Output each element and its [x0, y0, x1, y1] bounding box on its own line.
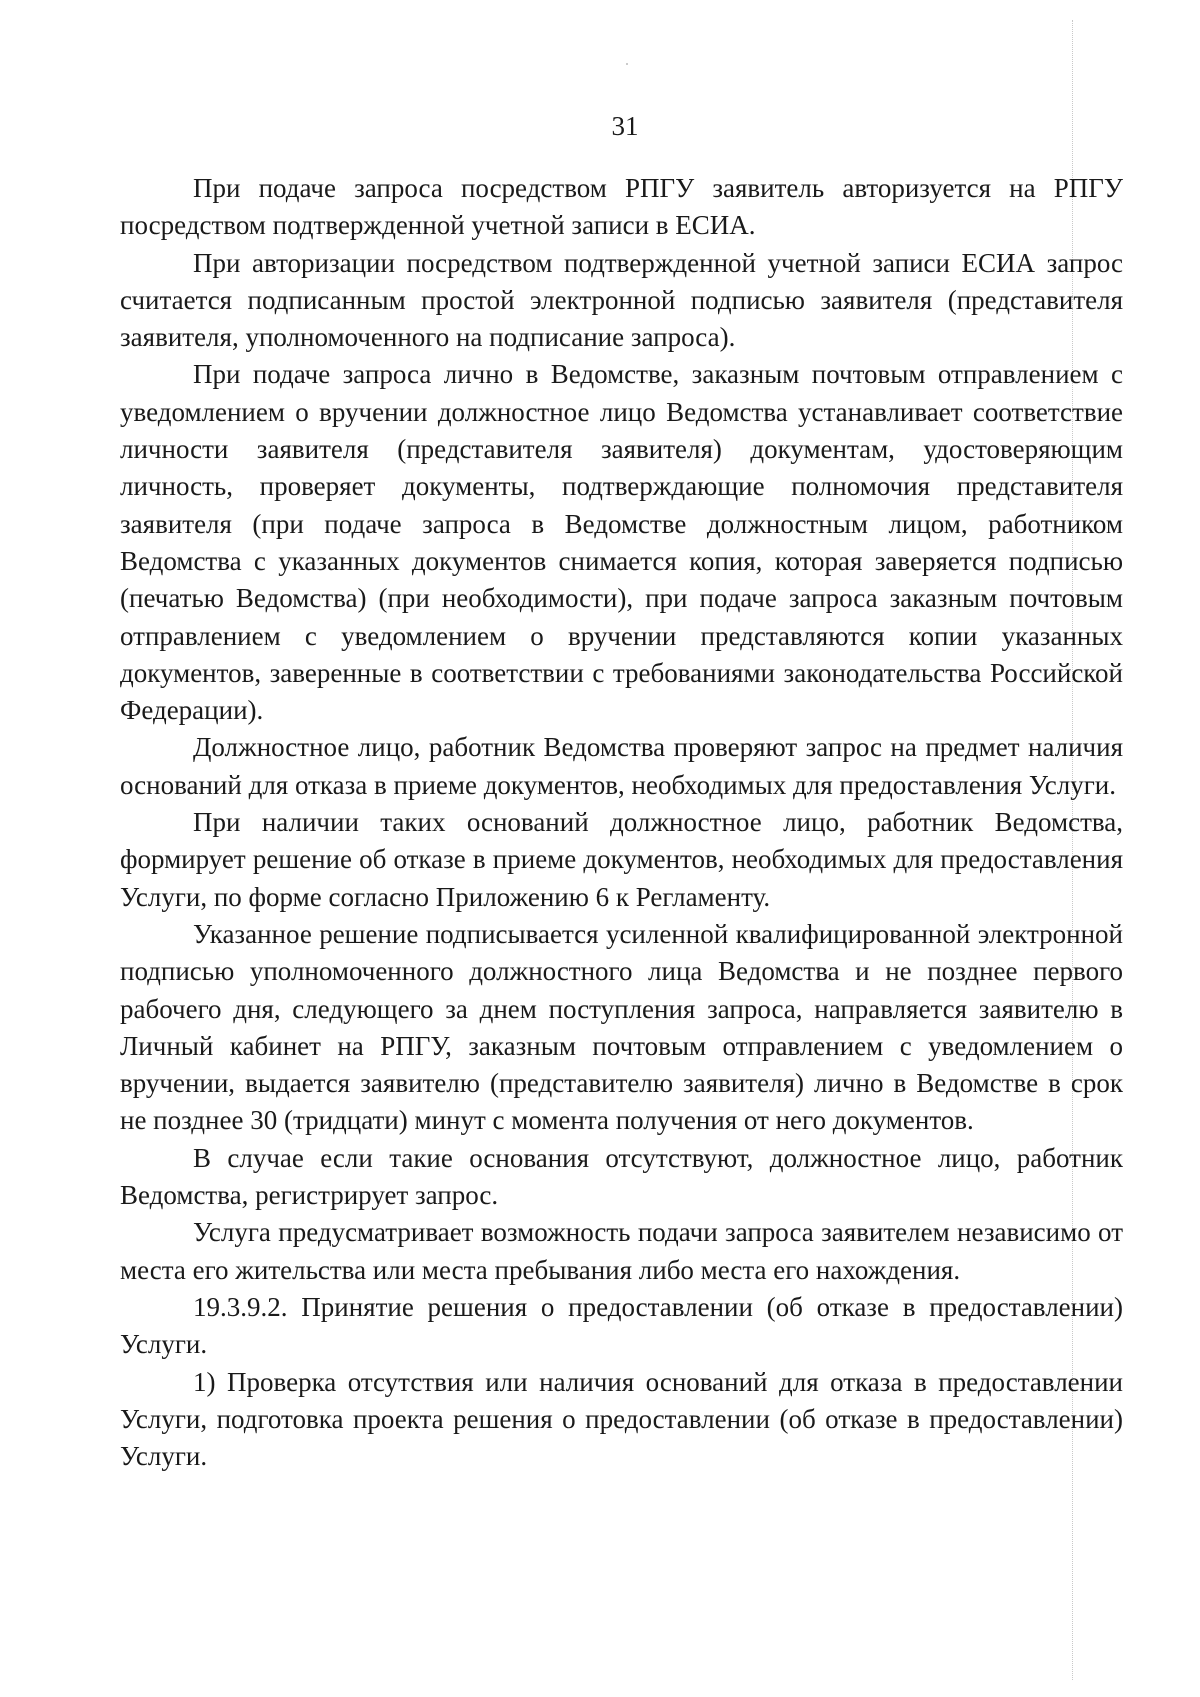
paragraph-item-1: 1) Проверка отсутствия или наличия оснований для отказа в предоставлении Услуги, подготовка проекта решения о предоставлении (об отказе в предоставлении) Услуги. [120, 1366, 1123, 1472]
paragraph-esia-signature: При авторизации посредством подтвержденной учетной записи ЕСИА запрос считается подписанным простой электронной подписью заявителя (представителя заявителя, уполномоченного на подписание запроса). [120, 247, 1123, 353]
paragraph-request-check: Должностное лицо, работник Ведомства проверяют запрос на предмет наличия оснований для отказа в приеме документов, необходимых для предоставления Услуги. [120, 732, 1123, 800]
document-body [120, 170, 1123, 1475]
paragraph-authorization-rpgu: При подаче запроса посредством РПГУ заявитель авторизуется на РПГУ посредством подтвержденной учетной записи в ЕСИА. [120, 173, 1123, 241]
paragraph-section-19-3-9-2: 19.3.9.2. Принятие решения о предоставлении (об отказе в предоставлении) Услуги. [120, 1291, 1123, 1360]
paragraph-decision-signing: Указанное решение подписывается усиленной квалифицированной электронной подписью уполномоченного должностного лица Ведомства и не позднее первого рабочего дня, следующего за днем поступления запроса, направляется заявителю в Личный кабинет на РПГУ, заказным почтовым отправлением с уведомлением о вручении, выдается заявителю (представителю заявителя) лично в Ведомстве в срок не позднее 30 (тридцати) минут с момента получения от него документов. [120, 918, 1123, 1136]
page-number: 31 [611, 111, 639, 141]
scan-speck [626, 63, 628, 65]
paragraph-registration: В случае если такие основания отсутствуют, должностное лицо, работник Ведомства, регистрирует запрос. [120, 1142, 1123, 1211]
paragraph-extraterritorial: Услуга предусматривает возможность подачи запроса заявителем независимо от места его жительства или места пребывания либо места его нахождения. [120, 1217, 1123, 1285]
paragraph-in-person-submission: При подаче запроса лично в Ведомстве, заказным почтовым отправлением с уведомлением о вручении должностное лицо Ведомства устанавливает соответствие личности заявителя (представителя заявителя) документам, удостоверяющим личность, проверяет документы, подтверждающие полномочия представителя заявителя (при подаче запроса в Ведомстве должностным лицом, работником Ведомства с указанных документов снимается копия, которая заверяется подписью (печатью Ведомства) (при необходимости), при подаче запроса заказным почтовым отправлением с уведомлением о вручении представляются копии указанных документов, заверенные в соответствии с требованиями законодательства Российской Федерации). [120, 359, 1123, 726]
paragraph-refusal-decision: При наличии таких оснований должностное лицо, работник Ведомства, формирует решение об отказе в приеме документов, необходимых для предоставления Услуги, по форме согласно Приложению 6 к Регламенту. [120, 807, 1123, 912]
